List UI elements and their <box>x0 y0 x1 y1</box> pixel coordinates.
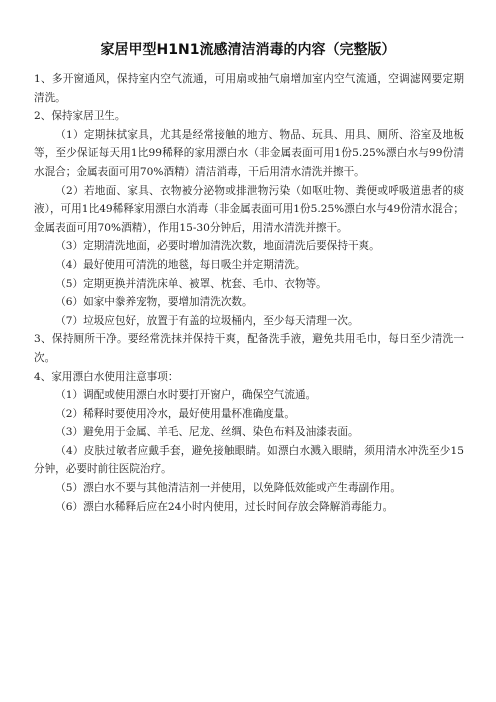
document-title: 家居甲型H1N1流感清洁消毒的内容（完整版） <box>100 42 396 58</box>
paragraph: 4、家用漂白水使用注意事项： <box>34 370 179 383</box>
paragraph: （5）定期更换并清洗床单、被罩、枕套、毛巾、衣物等。 <box>55 277 327 290</box>
paragraph: （1）定期抹拭家具，尤其是经常接触的地方、物品、玩具、用具、厕所、浴室及地板等，至少保证每天用1比99稀释的家用漂白水（非金属表面可用1份5.25%漂白水与99份清水混合；金属表面可用70%酒精）清洁消毒，干后用清水清洗并擦干。 <box>34 128 464 178</box>
paragraph: （2）稀释时要使用冷水，最好使用量杯准确度量。 <box>55 407 295 420</box>
paragraph: （7）垃圾应包好，放置于有盖的垃圾桶内，至少每天清理一次。 <box>55 314 359 327</box>
paragraph: （3）定期清洗地面，必要时增加清洗次数，地面清洗后要保持干爽。 <box>55 240 380 253</box>
paragraph: （4）皮肤过敏者应戴手套，避免接触眼睛。如漂白水溅入眼睛，须用清水冲洗至少15分钟，必要时前往医院治疗。 <box>34 444 464 476</box>
paragraph: 3、保持厕所干净。要经常洗抹并保持干爽，配备洗手液，避免共用毛巾，每日至少清洗一次。 <box>34 333 464 364</box>
paragraph: （6）漂白水稀释后应在24小时内使用，过长时间存放会降解消毒能力。 <box>55 500 394 513</box>
paragraph: 2、保持家居卫生。 <box>34 110 126 123</box>
paragraph: （2）若地面、家具、衣物被分泌物或排泄物污染（如呕吐物、粪便或呼吸道患者的痰液），可用1比49稀释家用漂白水消毒（非金属表面可用1份5.25%漂白水与49份清水混合；金属表面可用70%酒精），作用15-30分钟后，用清水清洗并擦干。 <box>34 184 464 234</box>
paragraph: （1）调配或使用漂白水时要打开窗户，确保空气流通。 <box>55 389 317 402</box>
paragraph: （6）如家中豢养宠物，要增加清洗次数。 <box>55 296 253 309</box>
paragraph: （5）漂白水不要与其他清洁剂一并使用，以免降低效能或产生毒副作用。 <box>55 482 401 495</box>
document-body <box>34 70 464 516</box>
paragraph: （4）最好使用可清洗的地毯，每日吸尘并定期清洗。 <box>55 258 306 271</box>
paragraph: 1、多开窗通风，保持室内空气流通，可用扇或抽气扇增加室内空气流通，空调滤网要定期清洗。 <box>34 73 464 104</box>
paragraph: （3）避免用于金属、羊毛、尼龙、丝绸、染色布料及油漆表面。 <box>55 426 359 439</box>
